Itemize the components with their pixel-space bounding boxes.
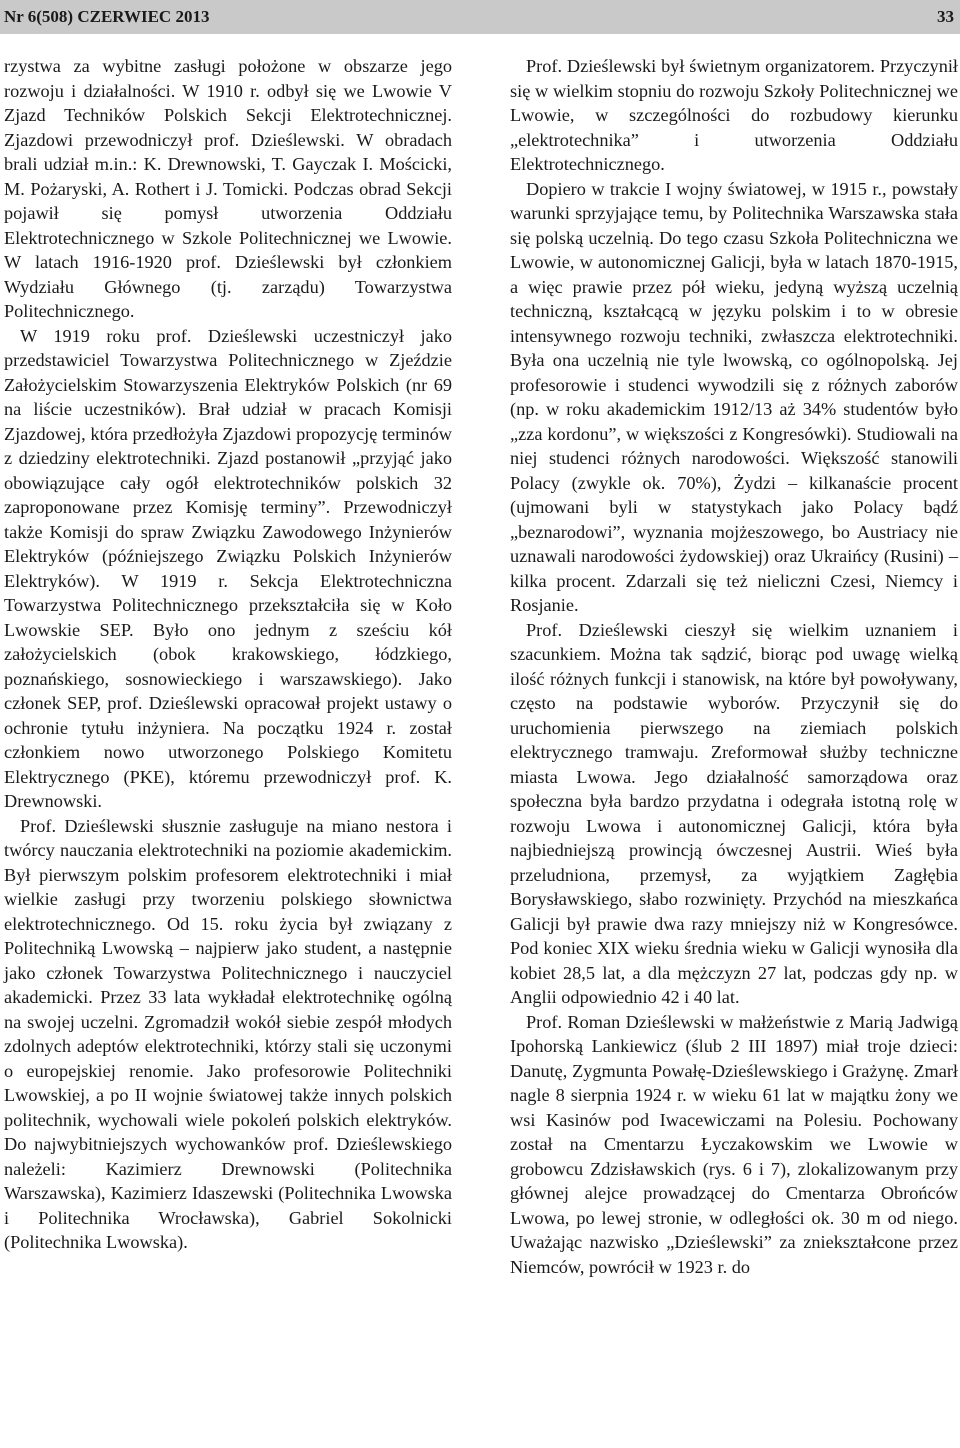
issue-label: Nr 6(508) CZERWIEC 2013	[4, 7, 210, 26]
page-header	[0, 0, 960, 34]
right-column	[510, 54, 958, 1279]
paragraph: Prof. Dzieślewski cieszył się wielkim uznaniem i szacunkiem. Można tak sądzić, biorąc pod uwagę wielką ilość różnych funkcji i stanowisk, na które był powoływany, często na podstawie wyborów. Przyczynił się do uruchomienia pierwszego na ziemiach polskich elektrycznego tramwaju. Zreformował służby techniczne miasta Lwowa. Jego działalność samorządowa oraz społeczna była bardzo przydatna i odegrała istotną rolę w rozwoju Lwowa i autonomicznej Galicji, która była najbiedniejszą prowincją ówczesnej Austrii. Wieś była przeludniona, przemysł, za wyjątkiem Zagłębia Borysławskiego, słabo rozwinięty. Przychód na mieszkańca Galicji był prawie dwa razy mniejszy niż w Kongresówce. Pod koniec XIX wieku średnia wieku w Galicji wynosiła dla kobiet 28,5 lat, a dla mężczyzn 27 lat, podczas gdy np. w Anglii odpowiednio 42 i 40 lat.	[510, 619, 958, 1007]
paragraph: Prof. Dzieślewski był świetnym organizatorem. Przyczynił się w wielkim stopniu do rozwoju Szkoły Politechnicznej we Lwowie, w szczególności do rozbudowy kierunku „elektrotechnika” i utworzenia Oddziału Elektrotechnicznego.	[510, 56, 958, 174]
page-number: 33	[937, 7, 954, 26]
paragraph: rzystwa za wybitne zasługi położone w obszarze jego rozwoju i działalności. W 1910 r. odbył się we Lwowie V Zjazd Techników Polskich Sekcji Elektrotechnicznej. Zjazdowi przewodniczył prof. Dzieślewski. W obradach brali udział m.in.: K. Drewnowski, T. Gayczak I. Mościcki, M. Pożaryski, A. Rothert i J. Tomicki. Podczas obrad Sekcji pojawił się pomysł utworzenia Oddziału Elektrotechnicznego w Szkole Politechnicznej we Lwowie. W latach 1916-1920 prof. Dzieślewski był członkiem Wydziału Głównego (tj. zarządu) Towarzystwa Politechnicznego.	[4, 56, 452, 321]
paragraph: Dopiero w trakcie I wojny światowej, w 1915 r., powstały warunki sprzyjające temu, by Politechnika Warszawska stała się polską uczelnią. Do tego czasu Szkoła Politechniczna we Lwowie, w autonomicznej Galicji, była w latach 1870-1915, a więc prawie przez pół wieku, jedyną wyższą uczelnią techniczną, kształcącą w języku polskim i to w obresie intensywnego rozwoju techniki, zwłaszcza elektrotechniki. Była ona uczelnią nie tyle lwowską, co ogólnopolską. Jej profesorowie i studenci wywodzili się z różnych zaborów (np. w roku akademickim 1912/13 aż 34% studentów było „zza kordonu”, w większości z Kongresówki). Studiowali na niej studenci różnych narodowości. Większość stanowili Polacy (zwykle ok. 70%), Żydzi – kilkanaście procent (ujmowani byli w statystykach jako Polacy bądź „beznarodowi”, wyznania mojżeszowego, bo Austriacy nie uznawali narodowości żydowskiej) oraz Ukraińcy (Rusini) – kilka procent. Zdarzali się też nieliczni Czesi, Niemcy i Rosjanie.	[510, 178, 958, 615]
paragraph: Prof. Roman Dzieślewski w małżeństwie z Marią Jadwigą Ipohorską Lankiewicz (ślub 2 III 1897) miał troje dzieci: Danutę, Zygmunta Powałę-Dzieślewskiego i Grażynę. Zmarł nagle 8 sierpnia 1924 r. w wieku 61 lat w majątku żony we wsi Kasinów pod Iwacewiczami na Polesiu. Pochowany został na Cmentarzu Łyczakowskim we Lwowie w grobowcu Zdzisławskich (rys. 6 i 7), zlokalizowanym przy głównej alejce prowadzącej do Cmentarza Obrońców Lwowa, po lewej stronie, w odległości ok. 30 m od niego. Uważając nazwisko „Dzieślewski” za zniekształcone przez Niemców, powrócił w 1923 r. do	[510, 1011, 958, 1277]
left-column	[4, 54, 452, 1255]
paragraph: W 1919 roku prof. Dzieślewski uczestniczył jako przedstawiciel Towarzystwa Politechnicznego w Zjeździe Założycielskim Stowarzyszenia Elektryków Polskich (nr 69 na liście uczestników). Brał udział w pracach Komisji Zjazdowej, która przedłożyła Zjazdowi propozycję terminów z dziedziny elektrotechniki. Zjazd postanowił „przyjąć jako obowiązujące cały ogół elektrotechników polskich 32 zaproponowane przez Komisję terminy”. Przewodniczył także Komisji do spraw Związku Zawodowego Inżynierów Elektryków (późniejszego Związku Polskich Inżynierów Elektryków). W 1919 r. Sekcja Elektrotechniczna Towarzystwa Politechnicznego przekształciła się w Koło Lwowskie SEP. Było ono jednym z sześciu kół założycielskich (obok krakowskiego, łódzkiego, poznańskiego, sosnowieckiego i warszawskiego). Jako członek SEP, prof. Dzieślewski opracował projekt ustawy o ochronie tytułu inżyniera. Na początku 1924 r. został członkiem nowo utworzonego Polskiego Komitetu Elektrycznego (PKE), któremu przewodniczył prof. K. Drewnowski.	[4, 325, 452, 811]
paragraph: Prof. Dzieślewski słusznie zasługuje na miano nestora i twórcy nauczania elektrotechniki na poziomie akademickim. Był pierwszym polskim profesorem elektrotechniki i miał wielkie zasługi przy tworzeniu polskiego słownictwa elektrotechnicznego. Od 15. roku życia był związany z Politechniką Lwowską – najpierw jako student, a następnie jako członek Towarzystwa Politechnicznego i nauczyciel akademicki. Przez 33 lata wykładał elektrotechnikę ogólną na swojej uczelni. Zgromadził wokół siebie zespół młodych zdolnych adeptów elektrotechniki, którzy stali się uczonymi o europejskiej renomie. Jako profesorowie Politechniki Lwowskiej, a po II wojnie światowej także innych polskich politechnik, wychowali wiele pokoleń polskich elektryków. Do najwybitniejszych wychowanków prof. Dzieślewskiego należeli: Kazimierz Drewnowski (Politechnika Warszawska), Kazimierz Idaszewski (Politechnika Lwowska i Politechnika Wrocławska), Gabriel Sokolnicki (Politechnika Lwowska).	[4, 815, 452, 1252]
